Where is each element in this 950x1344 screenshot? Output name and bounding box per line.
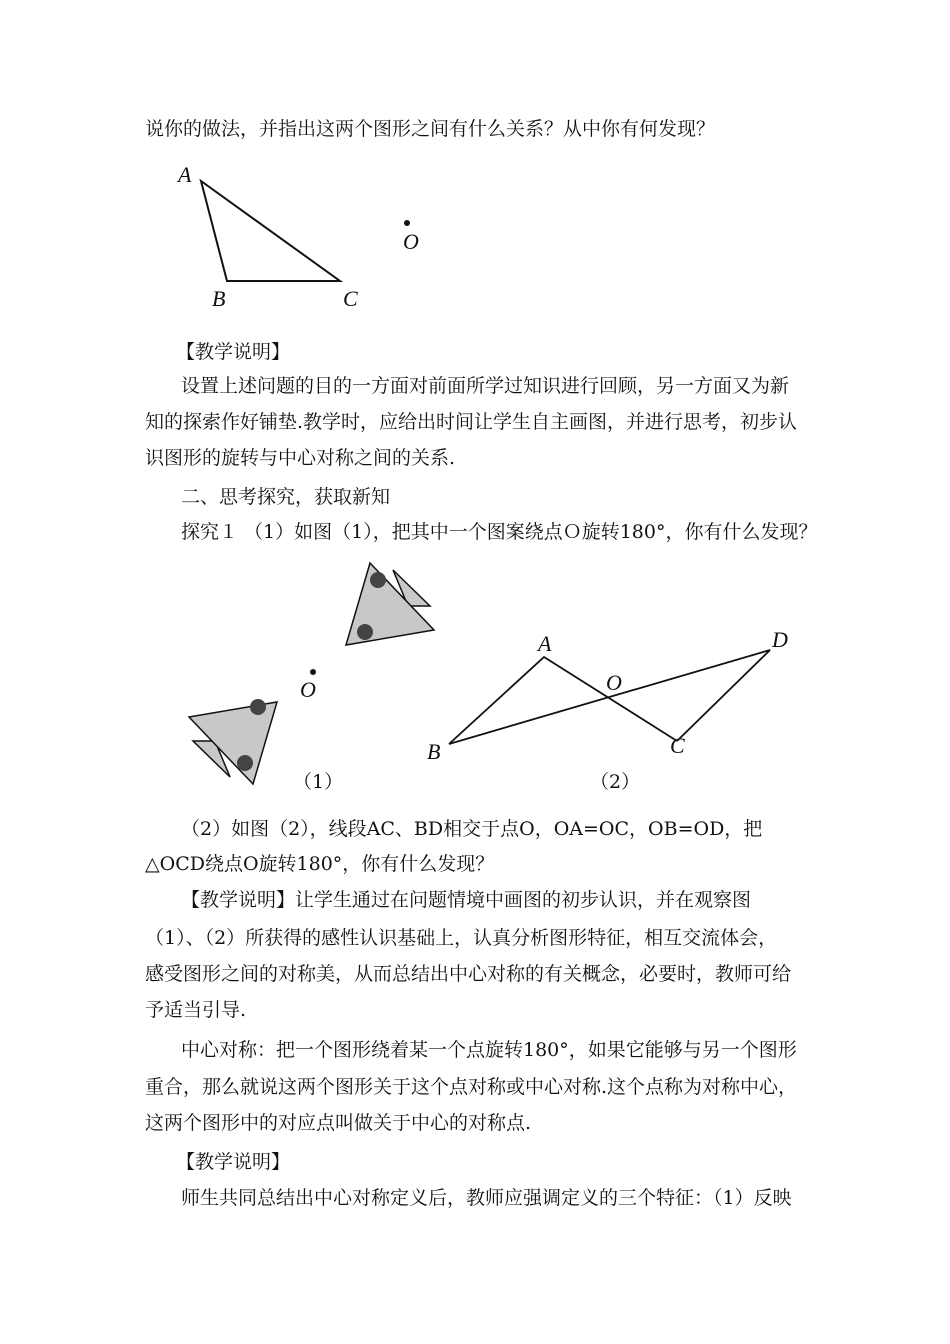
label-d2: D [772, 627, 788, 652]
center-o-label: O [300, 677, 316, 702]
definition-line1: 中心对称：把一个图形绕着某一个点旋转180°，如果它能够与另一个图形 [181, 1039, 797, 1061]
caption-1: （1） [293, 771, 344, 793]
label-c2: C [670, 733, 685, 758]
center-o-dot [310, 669, 316, 675]
note3-heading: 【教学说明】 [176, 1151, 291, 1173]
note2-line4: 予适当引导. [145, 999, 247, 1021]
note2-line2: （1）、（2）所获得的感性认识基础上，认真分析图形特征，相互交流体会， [145, 927, 778, 949]
label-a2: A [538, 631, 552, 656]
label-o: O [403, 229, 419, 254]
definition-line3: 这两个图形中的对应点叫做关于中心的对称点. [145, 1112, 532, 1134]
section2-q1: 探究１ （1）如图（1），把其中一个图案绕点Ｏ旋转180°，你有什么发现？ [181, 521, 818, 543]
note3-line1: 师生共同总结出中心对称定义后，教师应强调定义的三个特征：（1）反映 [181, 1187, 792, 1209]
note1-line1: 设置上述问题的目的一方面对前面所学过知识进行回顾，另一方面又为新 [181, 375, 790, 397]
segments-b-a-c [449, 657, 677, 744]
caption-2: （2） [590, 771, 641, 793]
note2-line3: 感受图形之间的对称美，从而总结出中心对称的有关概念，必要时，教师可给 [145, 963, 792, 985]
lower-shape [189, 699, 277, 784]
q2-line2: △OCD绕点O旋转180°，你有什么发现？ [145, 853, 495, 875]
label-a: A [178, 162, 192, 187]
section2-title: 二、思考探究，获取新知 [181, 486, 391, 508]
note1-heading: 【教学说明】 [176, 341, 291, 363]
definition-line2: 重合，那么就说这两个图形关于这个点对称或中心对称.这个点称为对称中心， [145, 1076, 798, 1098]
label-b: B [212, 286, 226, 311]
label-c: C [343, 286, 358, 311]
note2-line1: 【教学说明】让学生通过在问题情境中画图的初步认识，并在观察图 [181, 889, 752, 911]
note1-line2: 知的探索作好铺垫.教学时，应给出时间让学生自主画图，并进行思考，初步认 [145, 411, 798, 433]
label-o2: O [606, 670, 622, 695]
note1-line3: 识图形的旋转与中心对称之间的关系. [145, 447, 456, 469]
segments-b-d-c [449, 650, 770, 744]
upper-shape [346, 563, 434, 645]
intro-line: 说你的做法，并指出这两个图形之间有什么关系？从中你有何发现？ [145, 118, 716, 140]
label-b2: B [427, 739, 441, 764]
q2-line1: （2）如图（2），线段AC、BD相交于点O，OA=OC，OB=OD，把 [181, 818, 763, 840]
